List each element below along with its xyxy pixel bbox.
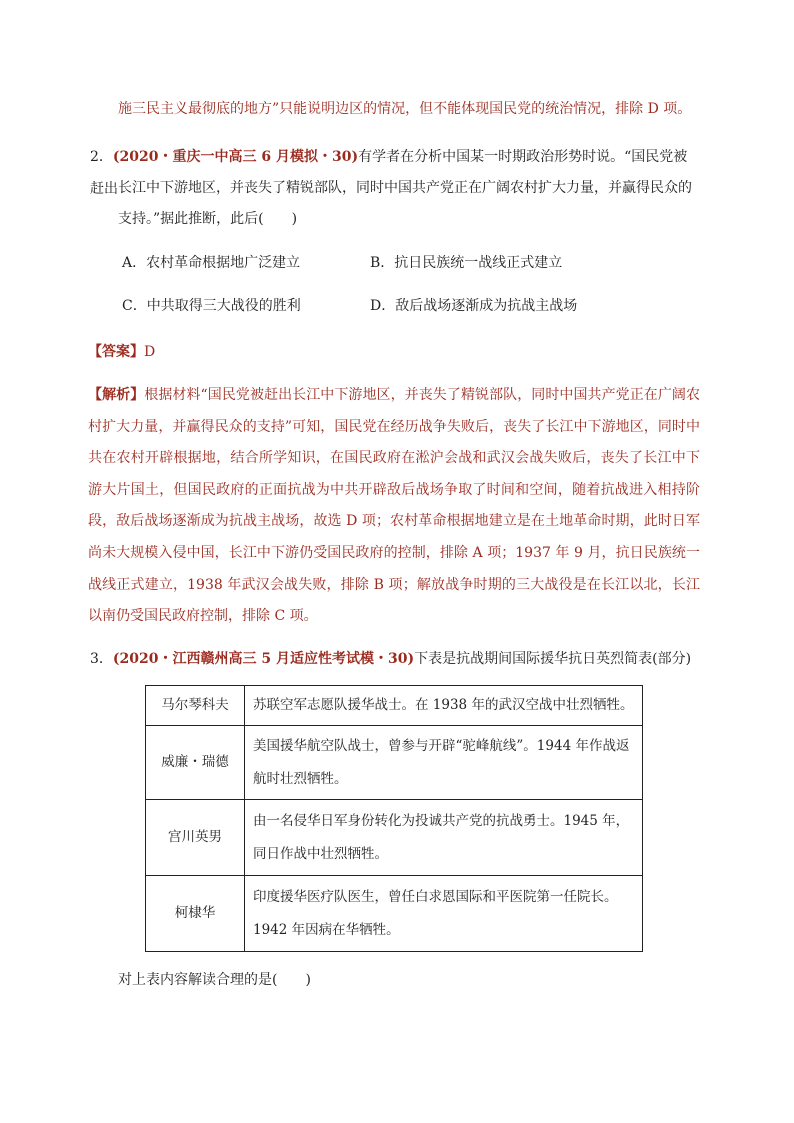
- option-d[interactable]: D．敌后战场逐渐成为抗战主战场: [370, 298, 578, 314]
- question-3-number: 3．: [90, 651, 113, 667]
- analysis-text: 根据材料“国民党被赶出长江中下游地区，并丧失了精锐部队，同时中国共产党正在广阔农村扩大力量，并赢得民众的支持”可知，国民党在经历战争失败后，丧失了长江中下游地区，同时中共在农村开辟根据地，结合所学知识，在国民政府在淞沪会战和武汉会战失败后，丧失了长江中下游大片国土，但国民政府的正面抗战为中共开辟敌后战场争取了时间和空间，随着抗战进入相持阶段，敌后战场逐渐成为抗战主战场，故选 D 项；农村革命根据地建立是在土地革命时期，此时日军尚未大规模入侵中国，长江中下游仍受国民政府的控制，排除 A 项；1937 年 9 月，抗日民族统一战线正式建立，1938 年武汉会战失败，排除 B 项；解放战争时期的三大战役是在长江以北，长江以南仍受国民政府控制，排除 C 项。: [88, 387, 700, 625]
- table-cell-name: 宫川英男: [146, 800, 245, 876]
- question-3-line: [90, 643, 700, 675]
- question-2-stem-2: 长江中下游地区，并丧失了精锐部队，同时中国共产党正在广阔农村扩大力量，并赢得民众的: [118, 180, 692, 196]
- option-a[interactable]: A．农村革命根据地广泛建立: [122, 255, 301, 271]
- question-2-number: 2．: [90, 149, 113, 165]
- question-2-stem-3: 支持。”据此推断，此后( ): [118, 211, 298, 227]
- table-row: [146, 726, 643, 800]
- table-row: [146, 876, 643, 952]
- table-cell-name: 柯棣华: [146, 876, 245, 952]
- martyrs-table: [145, 685, 643, 952]
- table-cell-desc: 印度援华医疗队医生，曾任白求恩国际和平医院第一任院长。1942 年因病在华牺牲。: [245, 876, 643, 952]
- option-c[interactable]: C．中共取得三大战役的胜利: [122, 298, 301, 314]
- question-3-prompt: 对上表内容解读合理的是( ): [118, 972, 311, 988]
- answer-line: [88, 336, 698, 368]
- answer-label: 【答案】: [88, 344, 144, 360]
- question-3-stem: 下表是抗战期间国际援华抗日英烈简表(部分): [414, 651, 692, 667]
- table-cell-desc: 苏联空军志愿队援华战士。在 1938 年的武汉空战中壮烈牺牲。: [245, 686, 643, 726]
- intro-line: 施三民主义最彻底的地方”只能说明边区的情况，但不能体现国民党的统治情况，排除 D 项。: [118, 101, 692, 117]
- option-b[interactable]: B．抗日民族统一战线正式建立: [370, 255, 563, 271]
- table-row: [146, 800, 643, 876]
- table-cell-name: 马尔琴科夫: [146, 686, 245, 726]
- question-2-stem-1: 有学者在分析中国某一时期政治形势时说。“国民党被赶出: [90, 149, 688, 197]
- table-cell-name: 威廉・瑞德: [146, 726, 245, 800]
- answer-value: D: [144, 344, 156, 360]
- question-2-source: (2020・重庆一中高三 6 月模拟・30): [112, 149, 359, 165]
- analysis-label: 【解析】: [88, 387, 145, 403]
- question-3-source: (2020・江西赣州高三 5 月适应性考试模・30): [112, 651, 415, 667]
- table-cell-desc: 美国援华航空队战士，曾参与开辟“驼峰航线”。1944 年作战返航时壮烈牺牲。: [245, 726, 643, 800]
- table-row: [146, 686, 643, 726]
- table-cell-desc: 由一名侵华日军身份转化为投诚共产党的抗战勇士。1945 年，同日作战中壮烈牺牲。: [245, 800, 643, 876]
- analysis-paragraph: [88, 380, 700, 633]
